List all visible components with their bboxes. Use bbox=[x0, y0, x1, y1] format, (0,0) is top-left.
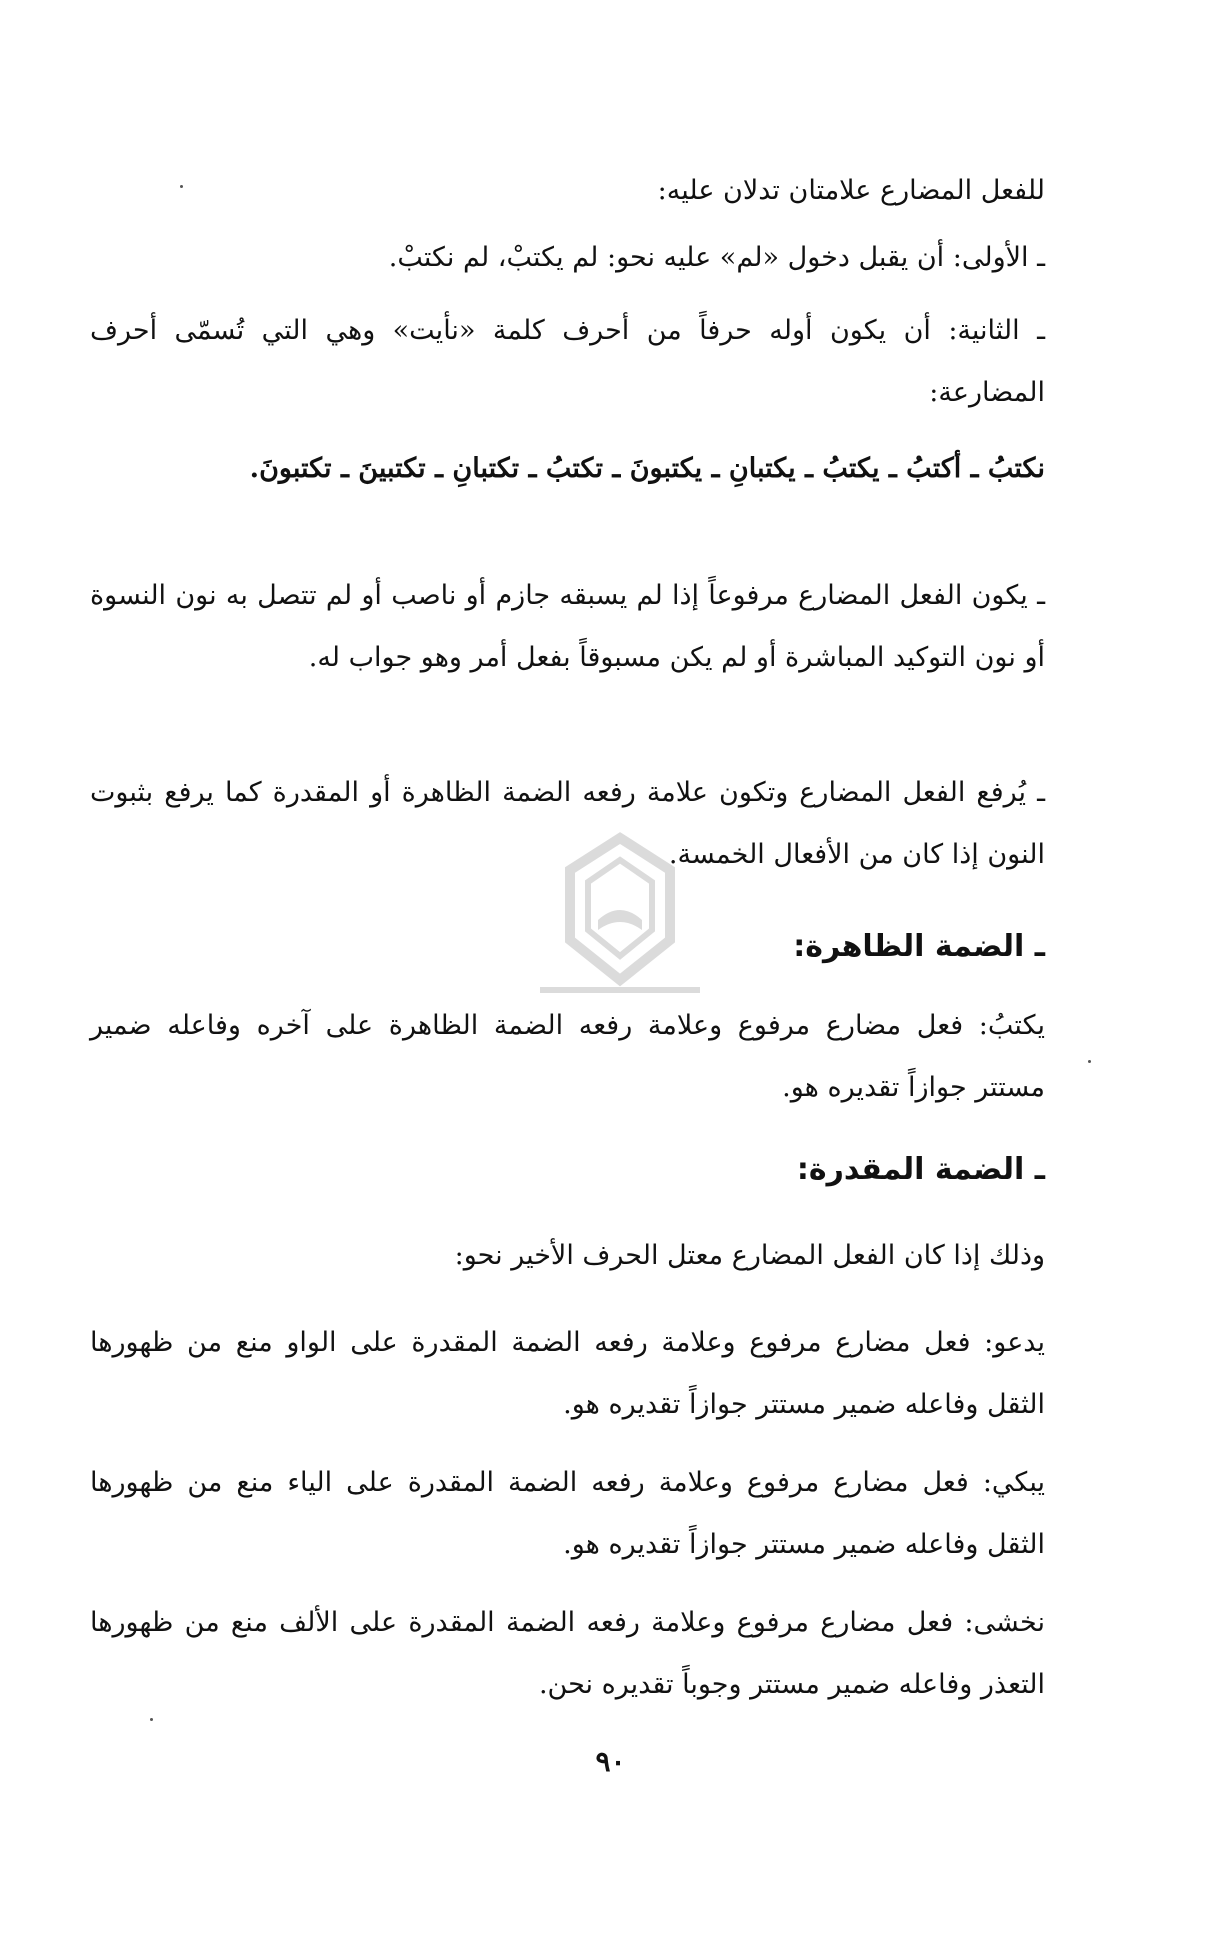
scan-speck bbox=[150, 1718, 153, 1721]
raf-sign-paragraph: ـ يُرفع الفعل المضارع وتكون علامة رفعه الضمة الظاهرة أو المقدرة كما يرفع بثبوت النون إذا كان من الأفعال الخمسة. bbox=[90, 777, 1045, 870]
example-yaktubu: يكتبُ: فعل مضارع مرفوع وعلامة رفعه الضمة الظاهرة على آخره وفاعله ضمير مستتر جوازاً تقديره هو. bbox=[90, 1010, 1045, 1103]
library-watermark-logo bbox=[520, 830, 720, 1000]
prefix-examples: نكتبُ ـ أكتبُ ـ يكتبُ ـ يكتبانِ ـ يكتبونَ ـ تكتبُ ـ تكتبانِ ـ تكتبينَ ـ تكتبونَ. bbox=[249, 453, 1045, 484]
rule-second-sign: ـ الثانية: أن يكون أوله حرفاً من أحرف كلمة «نأيت» وهي التي تُسمّى أحرف المضارعة: bbox=[90, 315, 1045, 408]
intro-paragraph: للفعل المضارع علامتان تدلان عليه: bbox=[657, 175, 1045, 206]
example-yadu: يدعو: فعل مضارع مرفوع وعلامة رفعه الضمة المقدرة على الواو منع من ظهورها الثقل وفاعله ضمير مستتر جوازاً تقديره هو. bbox=[90, 1327, 1045, 1420]
implied-damma-intro: وذلك إذا كان الفعل المضارع معتل الحرف الأخير نحو: bbox=[454, 1240, 1045, 1271]
example-yabki: يبكي: فعل مضارع مرفوع وعلامة رفعه الضمة المقدرة على الياء منع من ظهورها الثقل وفاعله ضمير مستتر جوازاً تقديره هو. bbox=[90, 1467, 1045, 1560]
page-number: ٩٠ bbox=[595, 1745, 626, 1778]
heading-implied-damma: ـ الضمة المقدرة: bbox=[796, 1152, 1045, 1187]
raf-condition-paragraph: ـ يكون الفعل المضارع مرفوعاً إذا لم يسبقه جازم أو ناصب أو لم تتصل به نون النسوة أو نون التوكيد المباشرة أو لم يكن مسبوقاً بفعل أمر وهو جواب له. bbox=[90, 580, 1045, 673]
scan-speck bbox=[180, 185, 183, 188]
scan-speck bbox=[1088, 1060, 1091, 1063]
rule-first-sign: ـ الأولى: أن يقبل دخول «لم» عليه نحو: لم يكتبْ، لم نكتبْ. bbox=[388, 242, 1045, 273]
example-nakhsha: نخشى: فعل مضارع مرفوع وعلامة رفعه الضمة المقدرة على الألف منع من ظهورها التعذر وفاعله ضمير مستتر وجوباً تقديره نحن. bbox=[90, 1607, 1045, 1700]
heading-visible-damma: ـ الضمة الظاهرة: bbox=[793, 929, 1045, 964]
